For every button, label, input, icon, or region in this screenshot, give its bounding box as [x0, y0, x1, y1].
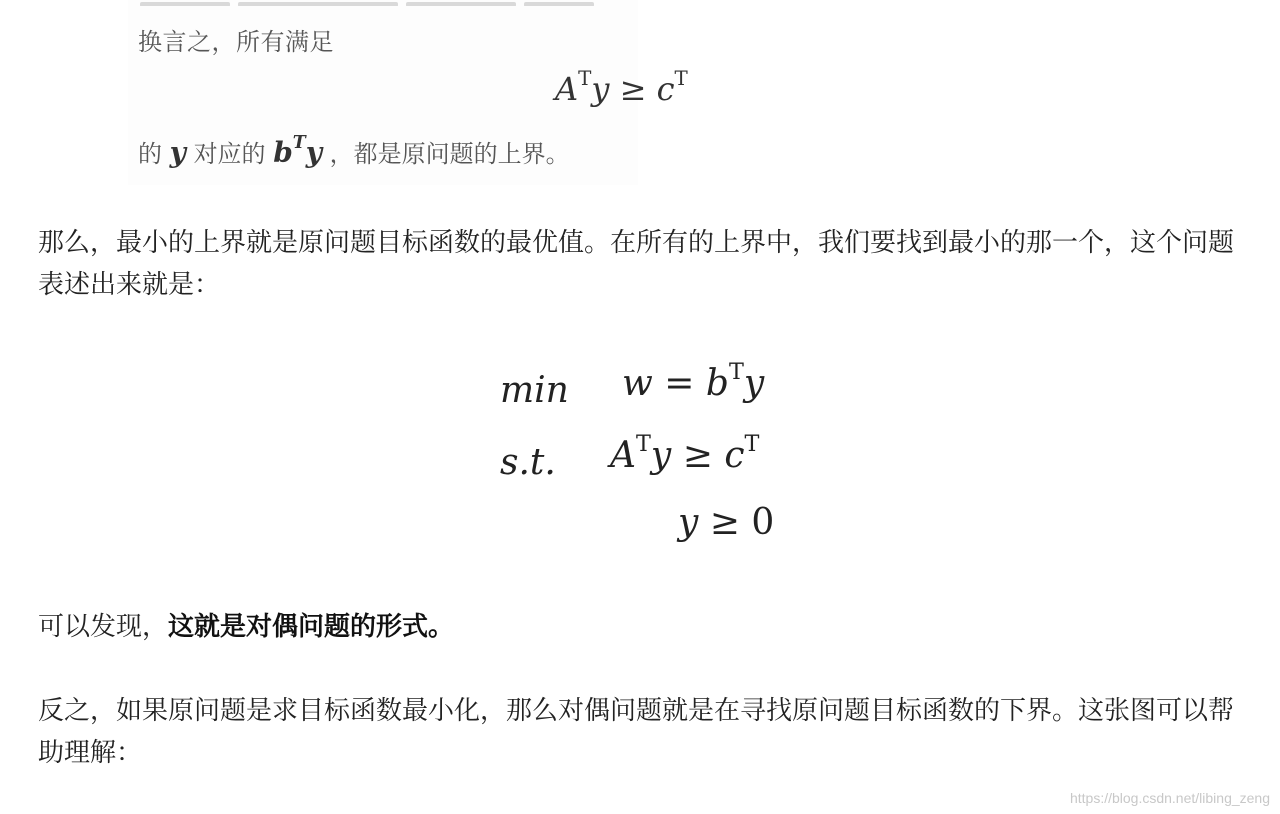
embed-line-upper-bound: 的 y 对应的 $b^Ty$ ，都是原问题的上界。 [138, 133, 570, 169]
embedded-screenshot [128, 0, 688, 185]
objective-function: $w = b^Ty$ [622, 358, 765, 404]
embed-constraint-formula: $A^Ty \ge c^T$ [555, 67, 688, 108]
paragraph-min-upper-bound: 那么，最小的上界就是原问题目标函数的最优值。在所有的上界中，我们要找到最小的那一个，这个问题表述出来就是： [38, 228, 1235, 300]
min-label: min [500, 370, 569, 411]
embed-line-intro: 换言之，所有满足 [138, 28, 334, 56]
cropped-text-fragment [140, 0, 610, 6]
constraint-1: $A^Ty \ge c^T$ [610, 430, 760, 476]
st-label: s.t. [500, 442, 556, 483]
constraint-2: y ≥ 0 [678, 502, 775, 543]
paragraph-lower-bound: 反之，如果原问题是求目标函数最小化，那么对偶问题就是在寻找原问题目标函数的下界。这张图可以帮助理解： [38, 696, 1235, 768]
dual-form-emphasis: 这就是对偶问题的形式。 [168, 612, 455, 642]
paragraph-dual-form: 可以发现，这就是对偶问题的形式。 [38, 612, 455, 642]
watermark: https://blog.csdn.net/libing_zeng [1069, 790, 1270, 806]
